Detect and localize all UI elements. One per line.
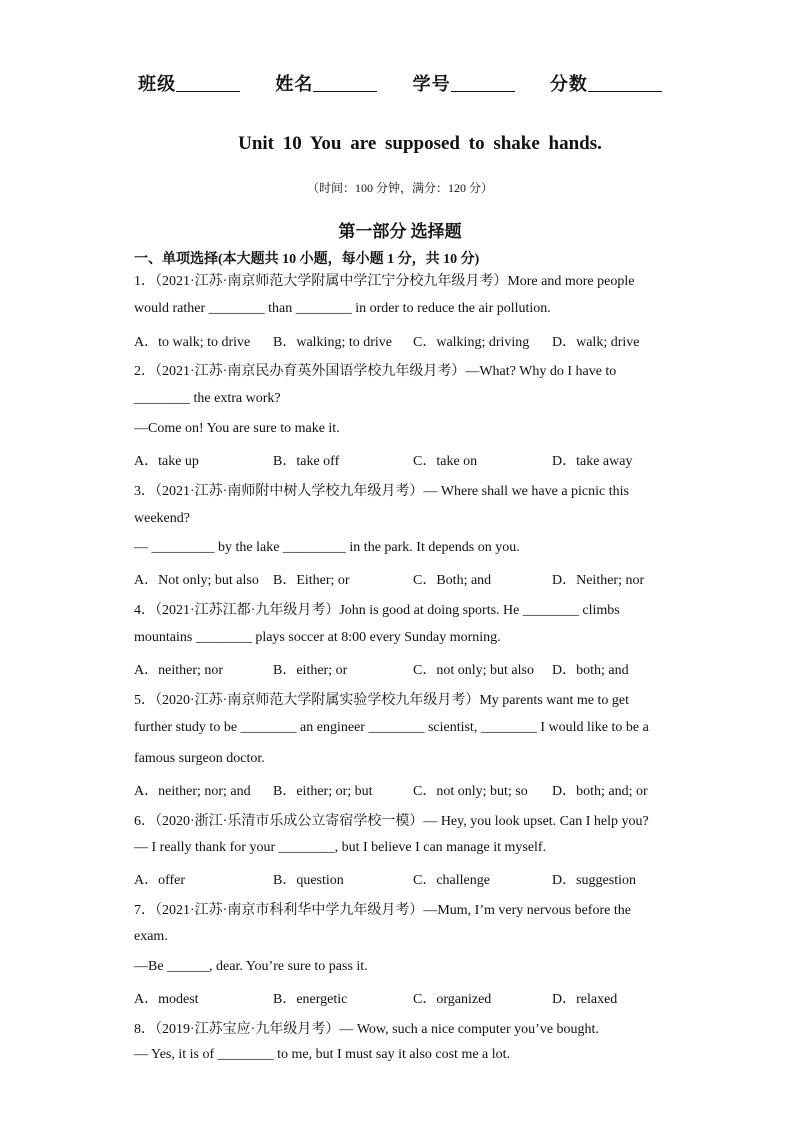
- question-1-line-1: 1．（2021·江苏·南京师范大学附属中学江宁分校九年级月考）More and more people: [134, 274, 635, 289]
- question-5-option-d[interactable]: D．both; and; or: [552, 784, 648, 799]
- exam-time-subtitle: （时间：100 分钟，满分：120 分）: [306, 181, 493, 195]
- student-id-field: [413, 74, 515, 95]
- question-4-line-2: mountains ________ plays soccer at 8:00 every Sunday morning.: [134, 630, 501, 645]
- question-6-options: [134, 869, 674, 889]
- question-7-line-1: 7．（2021·江苏·南京市科利华中学九年级月考）—Mum, I’m very nervous before the: [134, 903, 631, 918]
- question-3-option-c[interactable]: C．Both; and: [413, 573, 492, 588]
- student-info-header: [0, 70, 800, 96]
- question-7-option-c[interactable]: C．organized: [413, 992, 492, 1007]
- question-1-line-2: would rather ________ than ________ in order to reduce the air pollution.: [134, 301, 551, 316]
- question-2-option-a[interactable]: A．take up: [134, 454, 199, 469]
- question-8-line-2: — Yes, it is of ________ to me, but I must say it also cost me a lot.: [134, 1047, 511, 1062]
- class-field: [138, 74, 240, 95]
- question-6-option-b[interactable]: B．question: [273, 873, 344, 888]
- question-2-line-3: —Come on! You are sure to make it.: [134, 421, 340, 436]
- score-blank[interactable]: [588, 75, 662, 92]
- question-6-option-c[interactable]: C．challenge: [413, 873, 490, 888]
- question-1-options: [134, 331, 674, 351]
- question-5-option-b[interactable]: B．either; or; but: [273, 784, 373, 799]
- question-2-option-d[interactable]: D．take away: [552, 454, 633, 469]
- question-4-option-c[interactable]: C．not only; but also: [413, 663, 534, 678]
- question-5-option-c[interactable]: C．not only; but; so: [413, 784, 528, 799]
- student-id-label: 学号: [412, 74, 451, 95]
- name-field: [275, 74, 377, 95]
- student-id-blank[interactable]: [451, 75, 515, 92]
- name-blank[interactable]: [313, 75, 377, 92]
- question-1-option-b[interactable]: B．walking; to drive: [273, 335, 392, 350]
- score-field: [550, 74, 662, 95]
- question-3-option-d[interactable]: D．Neither; nor: [552, 573, 645, 588]
- unit-title: Unit 10 You are supposed to shake hands.: [238, 133, 602, 154]
- question-6-line-2: — I really thank for your ________, but I believe I can manage it myself.: [134, 840, 547, 855]
- question-1-option-c[interactable]: C．walking; driving: [413, 335, 530, 350]
- question-4-option-b[interactable]: B．either; or: [273, 663, 348, 678]
- question-4-options: [134, 659, 674, 679]
- question-7-options: [134, 988, 674, 1008]
- question-5-options: [134, 780, 674, 800]
- question-7-line-3: —Be ______, dear. You’re sure to pass it.: [134, 959, 368, 974]
- question-3-line-1: 3．（2021·江苏·南师附中树人学校九年级月考）— Where shall we have a picnic this: [134, 484, 629, 499]
- question-3-line-3: — _________ by the lake _________ in the park. It depends on you.: [134, 540, 520, 555]
- question-3-option-a[interactable]: A．Not only; but also: [134, 573, 259, 588]
- question-4-option-d[interactable]: D．both; and: [552, 663, 629, 678]
- question-4-line-1: 4．（2021·江苏江都·九年级月考）John is good at doing sports. He ________ climbs: [134, 603, 620, 618]
- section-heading: 一、单项选择(本大题共 10 小题，每小题 1 分，共 10 分): [134, 252, 480, 267]
- part-title: 第一部分 选择题: [338, 222, 462, 241]
- question-3-options: [134, 569, 674, 589]
- question-4-option-a[interactable]: A．neither; nor: [134, 663, 224, 678]
- question-2-option-c[interactable]: C．take on: [413, 454, 478, 469]
- name-label: 姓名: [275, 74, 314, 95]
- question-6-option-d[interactable]: D．suggestion: [552, 873, 636, 888]
- question-5-line-3: famous surgeon doctor.: [134, 751, 265, 766]
- class-blank[interactable]: [176, 75, 240, 92]
- question-5-line-1: 5．（2020·江苏·南京师范大学附属实验学校九年级月考）My parents want me to get: [134, 693, 630, 708]
- question-7-option-b[interactable]: B．energetic: [273, 992, 348, 1007]
- question-7-option-d[interactable]: D．relaxed: [552, 992, 618, 1007]
- question-7-option-a[interactable]: A．modest: [134, 992, 199, 1007]
- question-6-line-1: 6．（2020·浙江·乐清市乐成公立寄宿学校一模）— Hey, you look upset. Can I help you?: [134, 814, 649, 829]
- class-label: 班级: [138, 74, 177, 95]
- score-label: 分数: [549, 74, 588, 95]
- question-5-option-a[interactable]: A．neither; nor; and: [134, 784, 251, 799]
- question-5-line-2: further study to be ________ an engineer ________ scientist, ________ I would like to be a: [134, 720, 649, 735]
- question-1-option-a[interactable]: A．to walk; to drive: [134, 335, 251, 350]
- question-3-line-2: weekend?: [134, 511, 190, 526]
- question-2-line-1: 2．（2021·江苏·南京民办育英外国语学校九年级月考）—What? Why do I have to: [134, 364, 617, 379]
- question-1-option-d[interactable]: D．walk; drive: [552, 335, 640, 350]
- question-3-option-b[interactable]: B．Either; or: [273, 573, 350, 588]
- question-8-line-1: 8．（2019·江苏宝应·九年级月考）— Wow, such a nice computer you’ve bought.: [134, 1022, 599, 1037]
- question-7-line-2: exam.: [134, 929, 168, 944]
- question-6-option-a[interactable]: A．offer: [134, 873, 186, 888]
- question-2-option-b[interactable]: B．take off: [273, 454, 340, 469]
- question-2-options: [134, 450, 674, 470]
- question-2-line-2: ________ the extra work?: [134, 391, 281, 406]
